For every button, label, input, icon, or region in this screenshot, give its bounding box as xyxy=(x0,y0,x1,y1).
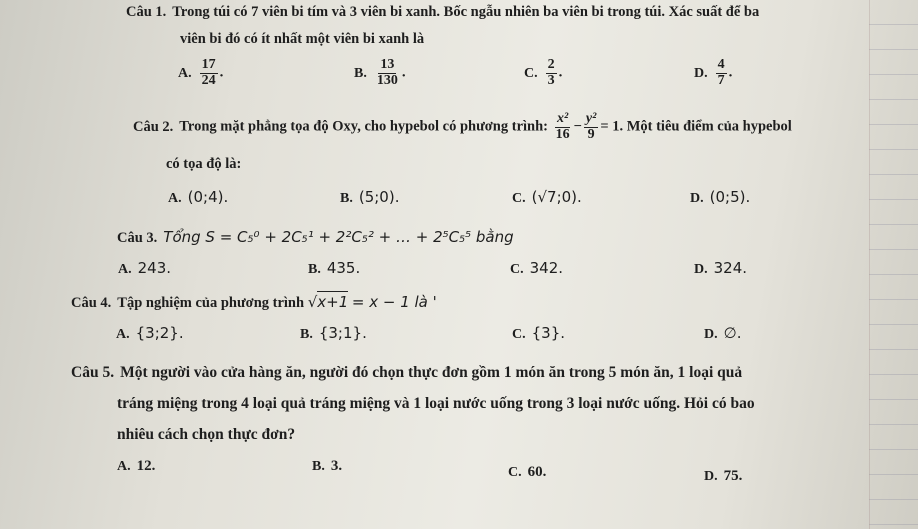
question-2-text-line2: có tọa độ là: xyxy=(166,156,242,172)
question-1-text-line2: viên bi đó có ít nhất một viên bi xanh là xyxy=(180,31,425,47)
q4-option-c[interactable]: C. {3}. xyxy=(512,324,566,342)
q3-option-c[interactable]: C. 342. xyxy=(510,259,564,277)
question-4: Câu 4. Tập nghiệm của phương trình √x+1 = x − 1 là ' xyxy=(71,293,437,311)
q4-option-a[interactable]: A. {3;2}. xyxy=(116,324,184,342)
sqrt-expression: √x+1 xyxy=(307,293,349,311)
q3-option-d[interactable]: D. 324. xyxy=(694,259,748,277)
q2-option-b[interactable]: B. (5;0). xyxy=(340,188,400,206)
q2-option-d[interactable]: D. (0;5). xyxy=(690,188,751,206)
question-1-text-line1: Trong túi có 7 viên bi tím và 3 viên bi xanh. Bốc ngẫu nhiên ba viên bi trong túi. Xác suất để ba xyxy=(172,4,760,20)
q3-option-b[interactable]: B. 435. xyxy=(308,259,361,277)
question-2-label: Câu 2. xyxy=(133,118,174,135)
q5-option-d[interactable]: D. 75. xyxy=(704,468,743,484)
q5-option-b[interactable]: B. 3. xyxy=(312,458,343,474)
q2-option-a[interactable]: A. (0;4). xyxy=(168,188,229,206)
q4-option-b[interactable]: B. {3;1}. xyxy=(300,324,367,342)
question-5-text-line1: Một người vào cửa hàng ăn, người đó chọn thực đơn gồm 1 món ăn trong 5 món ăn, 1 loại quả xyxy=(120,364,743,381)
q1-option-a[interactable]: A. $\frac{17}{24}$ . xyxy=(178,57,224,88)
q1-option-c[interactable]: C. $\frac{2}{3}$ . xyxy=(524,57,563,88)
q3-option-a[interactable]: A. 243. xyxy=(118,259,172,277)
q4-option-d[interactable]: D. ∅. xyxy=(704,324,742,342)
q1-option-d[interactable]: D. $\frac{4}{7}$ . xyxy=(694,57,733,88)
question-1-label: Câu 1. xyxy=(126,4,167,20)
question-5 xyxy=(71,364,742,382)
question-3-label: Câu 3. xyxy=(117,230,158,246)
question-3-text: Tổng S = C₅⁰ + 2C₅¹ + 2²C₅² + … + 2⁵C₅⁵ bằng xyxy=(163,228,514,246)
question-5-text-line2: tráng miệng trong 4 loại quả tráng miệng và 1 loại nước uống trong 3 loại nước uống. Hỏi có bao xyxy=(117,395,755,412)
question-4-label: Câu 4. xyxy=(71,295,112,311)
question-5-text-line3: nhiêu cách chọn thực đơn? xyxy=(117,426,296,443)
q5-option-a[interactable]: A. 12. xyxy=(117,458,156,474)
ruled-paper-edge xyxy=(869,0,918,529)
question-1 xyxy=(126,4,759,21)
question-3 xyxy=(117,228,514,247)
q5-option-c[interactable]: C. 60. xyxy=(508,464,547,480)
q2-option-c[interactable]: C. (√7;0). xyxy=(512,188,582,206)
q1-option-b[interactable]: B. $\frac{13}{130}$ . xyxy=(354,57,406,88)
hyperbola-y-term: $\frac{\text{y²}}{9}$ xyxy=(585,111,597,142)
question-2: Câu 2. Trong mặt phẳng tọa độ Oxy, cho hypebol có phương trình: $\frac{\text{x²}}{16}$ − $\frac{\text{y²}}{9}$ = 1. Một tiêu điểm của hypebol xyxy=(133,111,792,142)
question-5-label: Câu 5. xyxy=(71,364,115,381)
hyperbola-x-term: $\frac{\text{x²}}{16}$ xyxy=(555,111,570,142)
